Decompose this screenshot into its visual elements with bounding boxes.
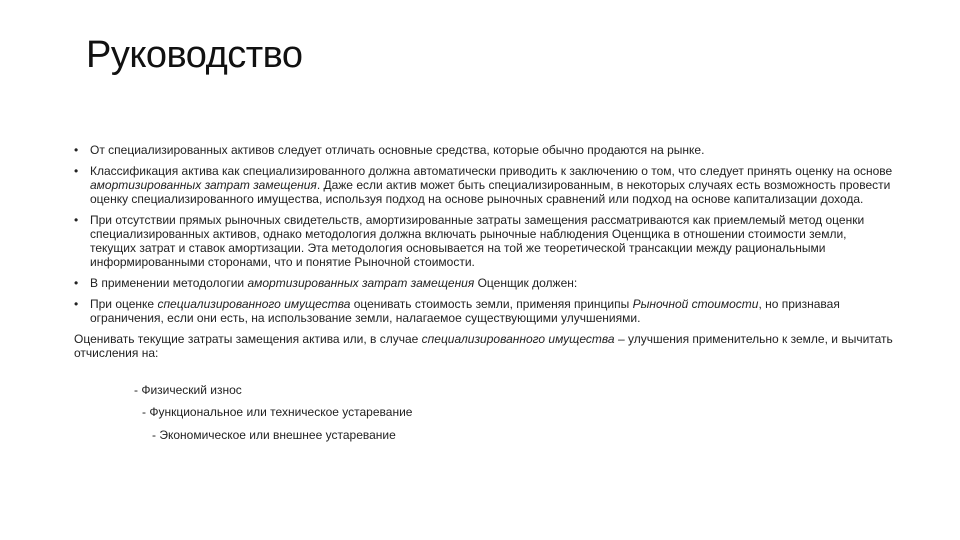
bullet-item — [74, 276, 894, 290]
bullet-text: От специализированных активов следует отличать основные средства, которые обычно продаются на рынке. — [90, 143, 705, 157]
page-title: Руководство — [86, 34, 303, 76]
bullet-text: . Даже если актив может быть специализированным, в некоторых случаях есть возможность провести оценку специализированного имущества, используя подход на основе рыночных сравнений или подход на основе капитализации дохода. — [90, 178, 891, 206]
emphasis-term: амортизированных затрат замещения — [90, 178, 317, 192]
paragraph-text: – улучшения применительно к земле, и вычитать отчисления на: — [74, 332, 893, 360]
paragraph-text: Оценивать текущие затраты замещения актива или, в случае — [74, 332, 422, 346]
bullet-item — [74, 164, 894, 206]
bullet-text: При отсутствии прямых рыночных свидетельств, амортизированные затраты замещения рассматриваются как приемлемый метод оценки специализированных активов, однако методология должна включать рыночные наблюдения Оценщика в отношении стоимости земли, текущих затрат и ставок амортизации. Эта методология основывается на той же теоретической трансакции между рациональными информированными сторонами, что и понятие Рыночной стоимости. — [90, 213, 865, 269]
emphasis-term: специализированного имущества — [421, 332, 615, 346]
bullet-text: , но признавая ограничения, если они есть, на использование земли, налагаемое существующими улучшениями. — [90, 297, 840, 325]
bullet-item — [74, 213, 894, 269]
bullet-text: оценивать стоимость земли, применяя принципы — [350, 297, 633, 311]
emphasis-term: Рыночной стоимости — [632, 297, 759, 311]
bullet-text: В применении методологии — [90, 276, 248, 290]
bullet-text: При оценке — [90, 297, 158, 311]
deduction-item: - Функциональное или техническое устаревание — [142, 405, 413, 419]
emphasis-term: амортизированных затрат замещения — [247, 276, 475, 290]
body-content — [74, 143, 894, 370]
bullet-item — [74, 297, 894, 325]
deduction-item: - Физический износ — [134, 383, 242, 397]
bullet-item — [74, 143, 894, 157]
deduction-item: - Экономическое или внешнее устаревание — [152, 428, 396, 442]
bullet-text: Классификация актива как специализированного должна автоматически приводить к заключению о том, что следует принять оценку на основе — [90, 164, 893, 178]
bullet-text: Оценщик должен: — [474, 276, 578, 290]
summary-paragraph — [74, 332, 894, 360]
emphasis-term: специализированного имущества — [157, 297, 351, 311]
